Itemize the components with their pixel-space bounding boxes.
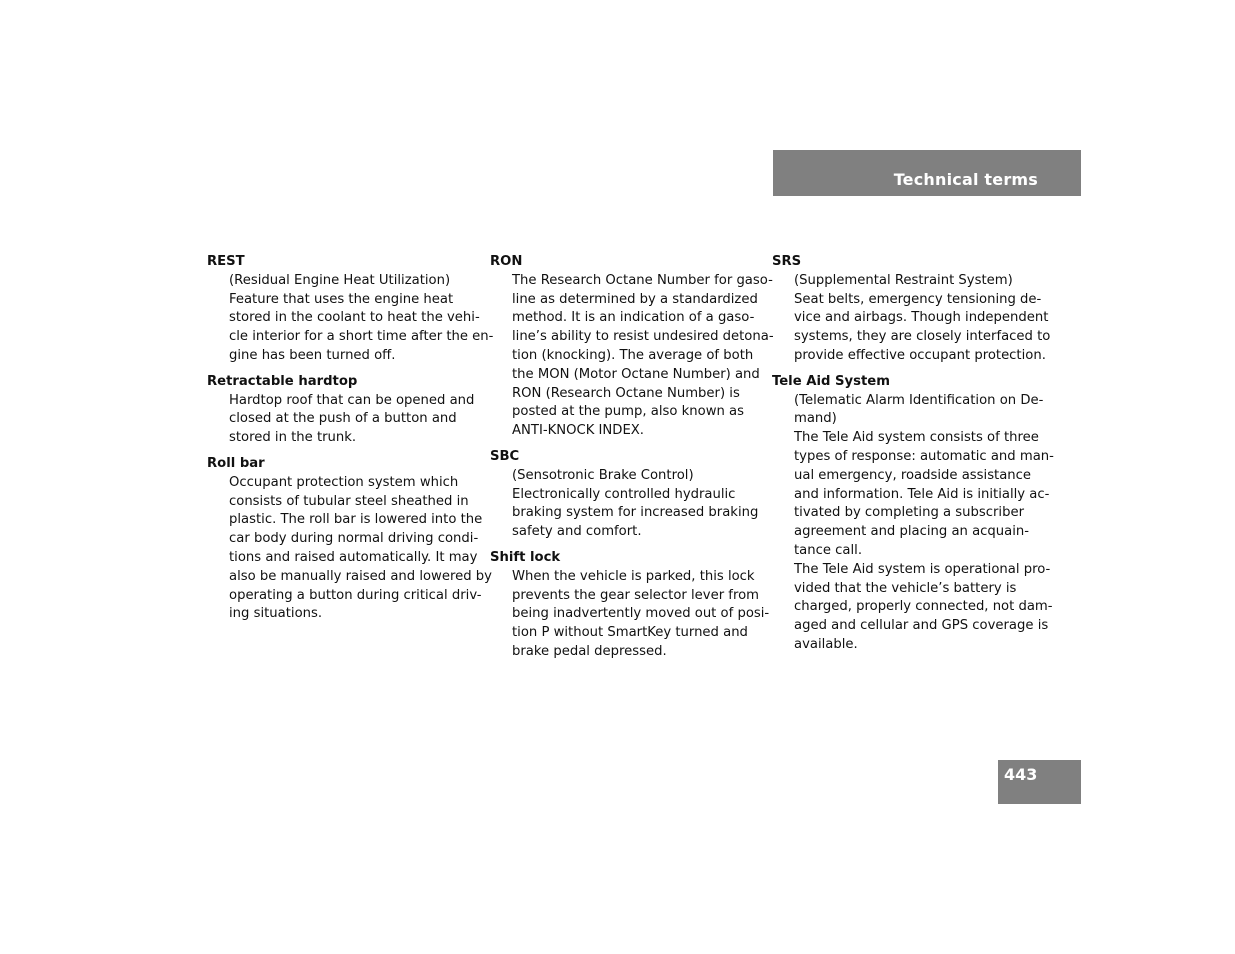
definition-line: the MON (Motor Octane Number) and xyxy=(512,366,760,382)
definition-line: RON (Research Octane Number) is xyxy=(512,385,740,401)
term-heading: REST xyxy=(207,254,245,269)
term-heading: Tele Aid System xyxy=(772,373,890,389)
glossary-entry-shift-lock xyxy=(490,549,770,662)
definition-line: ing situations. xyxy=(229,606,323,622)
definition-line: brake pedal depressed. xyxy=(512,643,667,659)
definition-line: consists of tubular steel sheathed in xyxy=(229,493,469,509)
text-column-1 xyxy=(207,253,494,631)
definition-line: plastic. The roll bar is lowered into the xyxy=(229,512,483,528)
definition-line: stored in the coolant to heat the vehi- xyxy=(229,310,480,326)
glossary-entry-srs xyxy=(772,253,1051,366)
definition-line: provide effective occupant protection. xyxy=(794,347,1046,363)
section-title: Technical terms xyxy=(893,170,1038,189)
definition-line: operating a button during critical driv- xyxy=(229,587,482,603)
definition-line: tion P without SmartKey turned and xyxy=(512,625,748,641)
definition-line: being inadvertently moved out of posi- xyxy=(512,606,770,622)
definition-line: ual emergency, roadside assistance xyxy=(794,467,1032,483)
glossary-entry-tele-aid-system xyxy=(772,373,1054,655)
definition-line: Seat belts, emergency tensioning de- xyxy=(794,291,1042,307)
definition-line: The Tele Aid system consists of three xyxy=(794,430,1039,446)
definition-line: and information. Tele Aid is initially ac- xyxy=(794,486,1050,502)
definition-line: charged, properly connected, not dam- xyxy=(794,599,1053,615)
definition-line: safety and comfort. xyxy=(512,524,642,540)
definition-line: also be manually raised and lowered by xyxy=(229,568,492,584)
term-heading: Roll bar xyxy=(207,455,265,471)
glossary-entry-rest xyxy=(207,253,494,366)
glossary-entry-roll-bar xyxy=(207,455,492,624)
definition-line: (Telematic Alarm Identification on De- xyxy=(794,392,1044,408)
definition-line: line’s ability to resist undesired detona- xyxy=(512,329,774,345)
definition-line: method. It is an indication of a gaso- xyxy=(512,310,755,326)
definition-line: gine has been turned off. xyxy=(229,347,396,363)
definition-line: When the vehicle is parked, this lock xyxy=(512,568,755,584)
term-heading: Shift lock xyxy=(490,549,561,565)
definition-line: prevents the gear selector lever from xyxy=(512,587,760,603)
definition-line: closed at the push of a button and xyxy=(229,411,457,427)
definition-line: vice and airbags. Though independent xyxy=(794,310,1049,326)
definition-line: The Tele Aid system is operational pro- xyxy=(794,561,1051,577)
glossary-entry-sbc xyxy=(490,448,760,542)
glossary-entry-retractable-hardtop xyxy=(207,373,477,448)
definition-line: (Sensotronic Brake Control) xyxy=(512,467,694,483)
term-heading: RON xyxy=(490,254,523,269)
term-heading: SBC xyxy=(490,448,520,464)
page-number: 443 xyxy=(1004,765,1038,784)
text-column-3 xyxy=(772,253,1054,662)
definition-line: tion (knocking). The average of both xyxy=(512,347,754,363)
term-heading: SRS xyxy=(772,254,802,269)
definition-line: braking system for increased braking xyxy=(512,505,759,521)
definition-line: systems, they are closely interfaced to xyxy=(794,329,1051,345)
definition-line: aged and cellular and GPS coverage is xyxy=(794,618,1049,634)
definition-line: types of response: automatic and man- xyxy=(794,448,1054,464)
definition-line: agreement and placing an acquain- xyxy=(794,524,1029,540)
term-heading: Retractable hardtop xyxy=(207,373,358,389)
definition-line: vided that the vehicle’s battery is xyxy=(794,580,1017,596)
definition-line: The Research Octane Number for gaso- xyxy=(512,272,773,288)
section-header-bar xyxy=(773,150,1081,196)
glossary-entry-ron xyxy=(490,253,774,441)
definition-line: (Residual Engine Heat Utilization) xyxy=(229,272,451,288)
definition-line: line as determined by a standardized xyxy=(512,291,758,307)
definition-line: cle interior for a short time after the en- xyxy=(229,329,494,345)
definition-line: ANTI-KNOCK INDEX. xyxy=(512,423,644,439)
definition-line: stored in the trunk. xyxy=(229,430,357,446)
definition-line: car body during normal driving condi- xyxy=(229,531,479,547)
definition-line: mand) xyxy=(794,411,837,427)
definition-line: Feature that uses the engine heat xyxy=(229,291,454,307)
definition-line: Hardtop roof that can be opened and xyxy=(229,392,475,408)
definition-line: Electronically controlled hydraulic xyxy=(512,486,736,502)
text-column-2 xyxy=(490,253,774,669)
definition-line: tance call. xyxy=(794,542,863,558)
definition-line: tions and raised automatically. It may xyxy=(229,549,478,565)
definition-line: Occupant protection system which xyxy=(229,474,459,490)
definition-line: posted at the pump, also known as xyxy=(512,404,744,420)
definition-line: (Supplemental Restraint System) xyxy=(794,272,1013,288)
definition-line: available. xyxy=(794,636,858,652)
definition-line: tivated by completing a subscriber xyxy=(794,505,1024,521)
page-number-box xyxy=(998,760,1081,804)
